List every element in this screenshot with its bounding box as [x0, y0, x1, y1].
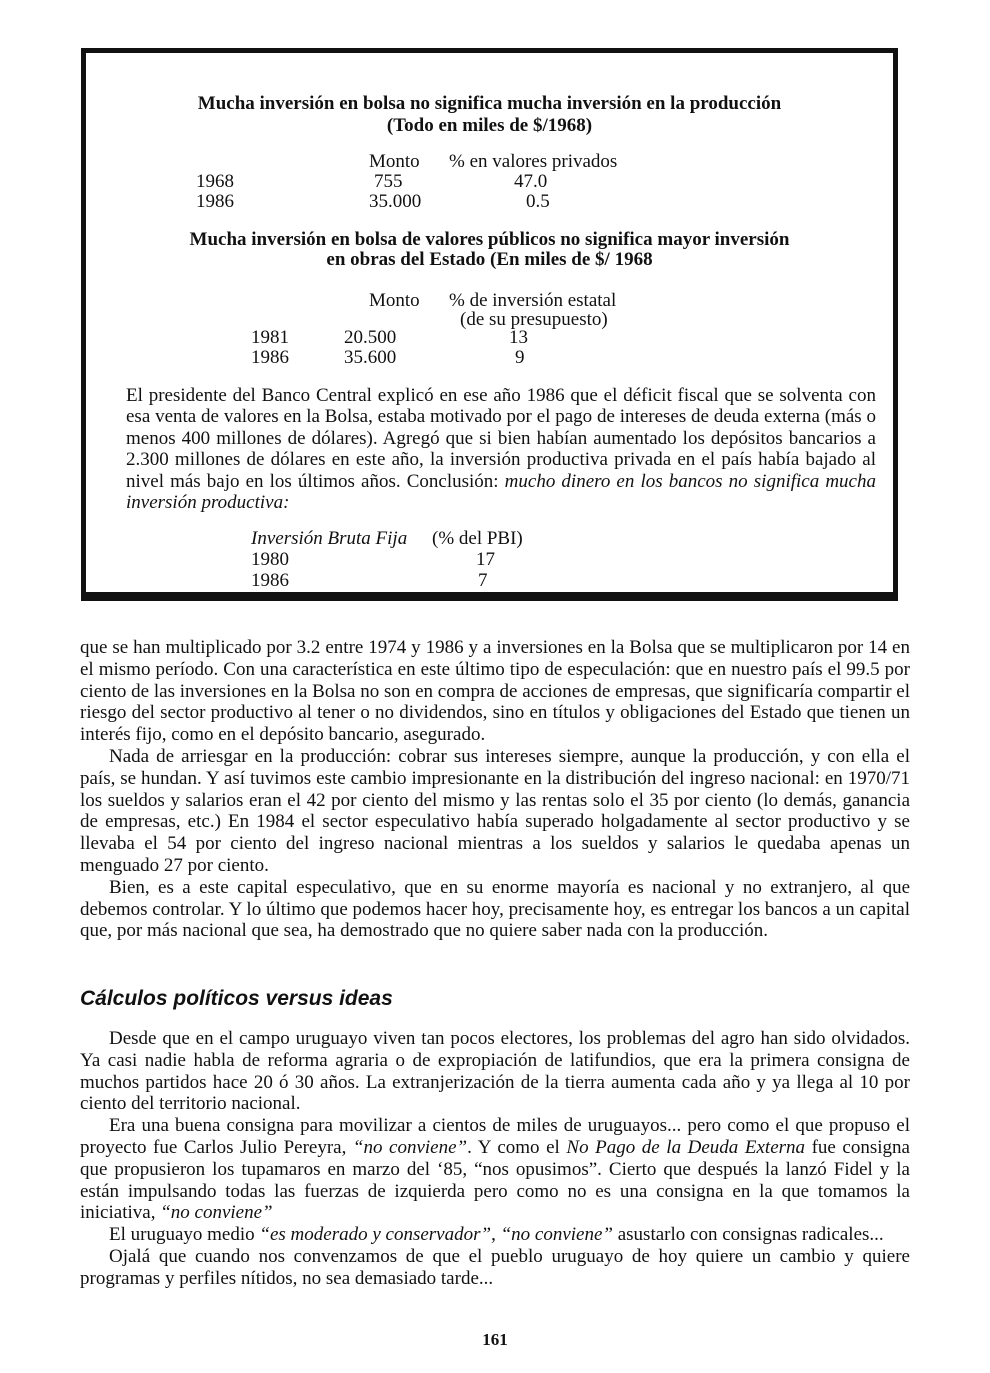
table2-title-line2: en obras del Estado (En miles de $/ 1968	[326, 249, 653, 270]
table2-row2-pct: 9	[515, 347, 525, 368]
body-paragraph: Desde que en el campo uruguayo viven tan pocos electores, los problemas del agro han sido olvidados. Ya casi nadie habla de reforma agraria o de expropiación de latifundios, que era la primera consigna de muchos partidos hace 20 ó 30 años. La extranjerización de la tierra aumenta cada año y ya llega al 10 por ciento del territorio nacional.	[80, 1028, 910, 1115]
table2-row1-year: 1981	[251, 327, 289, 348]
section-heading: Cálculos políticos versus ideas	[80, 987, 393, 1010]
table1-row2-year: 1986	[196, 191, 234, 212]
table3-col-pct: (% del PBI)	[432, 528, 523, 549]
table3-row1-pct: 17	[476, 549, 495, 570]
table1-row1-monto: 755	[374, 171, 403, 192]
page-number: 161	[482, 1330, 508, 1349]
body-paragraph: Bien, es a este capital especulativo, que en su enorme mayoría es nacional y no extranjero, al que debemos controlar. Y lo último que podemos hacer hoy, precisamente hoy, es entregar los bancos a un capital que, por más nacional que sea, ha demostrado que no quiere saber nada con la producción.	[80, 876, 910, 942]
body-section-1	[80, 637, 910, 942]
table1-col-monto: Monto	[369, 151, 420, 172]
text-run: Era una buena consigna para movilizar a cientos de miles de uruguayos... pero como el que propuso el proyecto fue Carlos Julio Pereyra,	[80, 1115, 910, 1158]
table2-row1-monto: 20.500	[344, 327, 397, 348]
table2-col-pct-line2: (de su presupuesto)	[460, 309, 608, 330]
quote-no-conviene: “no conviene”	[500, 1224, 613, 1246]
table2-col-pct-line1: % de inversión estatal	[449, 290, 617, 311]
table3-row2-pct: 7	[478, 570, 488, 591]
table2-col-monto: Monto	[369, 290, 420, 311]
no-pago-deuda-phrase: No Pago de la Deuda Externa	[566, 1136, 806, 1158]
box-paragraph	[126, 385, 876, 513]
table1-col-pct: % en valores privados	[449, 151, 618, 172]
table3-row2-year: 1986	[251, 570, 289, 591]
body-paragraph: Ojalá que cuando nos convenzamos de que el pueblo uruguayo de hoy quiere un cambio y quiere programas y perfiles nítidos, no sea demasiado tarde...	[80, 1245, 910, 1289]
quote-no-conviene: “no conviene”	[352, 1136, 468, 1158]
table2-title-line1: Mucha inversión en bolsa de valores públicos no significa mayor inversión	[189, 229, 790, 250]
table3-col-label: Inversión Bruta Fija	[251, 528, 408, 549]
table2-row2-year: 1986	[251, 347, 289, 368]
table1-row1-pct: 47.0	[514, 171, 548, 192]
text-run: El uruguayo medio	[109, 1224, 260, 1246]
box-paragraph-conclusion: mucho dinero en los bancos no significa mucha inversión productiva:	[126, 470, 876, 514]
body-paragraph: que se han multiplicado por 3.2 entre 1974 y 1986 y a inversiones en la Bolsa que se multiplicaron por 14 en el mismo período. Con una característica en este último tipo de especulación: que en nuestro país el 99.5 por ciento de las inversiones en la Bolsa no son en compra de acciones de empresas, que significaría compartir el riesgo del sector productivo al tener o no dividendos, sino en títulos y obligaciones del Estado que tienen un interés fijo, como en el depósito bancario, asegurado.	[80, 637, 910, 746]
statistics-box	[81, 48, 898, 601]
quote-moderado: “es moderado y conservador”	[259, 1224, 492, 1246]
body-section-2	[80, 1028, 910, 1290]
table1-title-line1: Mucha inversión en bolsa no significa mucha inversión en la producción	[197, 93, 782, 114]
table1-title-line2: (Todo en miles de $/1968)	[386, 115, 593, 136]
body-paragraph	[80, 1115, 910, 1224]
table2-row1-pct: 13	[509, 327, 528, 348]
body-paragraph: Nada de arriesgar en la producción: cobrar sus intereses siempre, aunque la producción, y con ella el país, se hundan. Y así tuvimos este cambio impresionante en la distribución del ingreso nacional: en 1970/71 los sueldos y salarios eran el 42 por ciento del mismo y las rentas solo el 35 por ciento (lo demás, ganancia de empresas, etc.) En 1984 el sector especulativo había superado holgadamente al sector productivo y se llevaba el 54 por ciento del ingreso nacional mientras a los sueldos y salarios le quedaba apenas un menguado 27 por ciento.	[80, 745, 910, 876]
table3-row1-year: 1980	[251, 549, 289, 570]
body-paragraph	[80, 1224, 910, 1246]
box-paragraph-text: El presidente del Banco Central explicó en ese año 1986 que el déficit fiscal que se solventa con esa venta de valores en la Bolsa, estaba motivado por el pago de intereses de deuda externa (más o menos 400 millones de dólares). Agregó que si bien habían aumentado los depósitos bancarios a 2.300 millones de dólares en este año, la inversión productiva privada en el país había bajado al nivel más bajo en los últimos años. Conclusión:	[126, 385, 876, 492]
table2-row2-monto: 35.600	[344, 347, 397, 368]
table1-row1-year: 1968	[196, 171, 234, 192]
text-run: ,	[491, 1224, 501, 1246]
text-run: asustarlo con consignas radicales...	[612, 1224, 884, 1246]
text-run: fue consigna que propusieron los tupamaros en marzo del ‘85, “nos opusimos”. Cierto que después la lanzó Fidel y la están impulsando todas las fuerzas de izquierda pero como no es una consigna en la que tomamos la iniciativa,	[80, 1136, 910, 1224]
table1-row2-pct: 0.5	[526, 191, 550, 212]
text-run: . Y como el	[467, 1136, 567, 1158]
table1-row2-monto: 35.000	[369, 191, 422, 212]
quote-no-conviene: “no conviene”	[160, 1202, 273, 1224]
